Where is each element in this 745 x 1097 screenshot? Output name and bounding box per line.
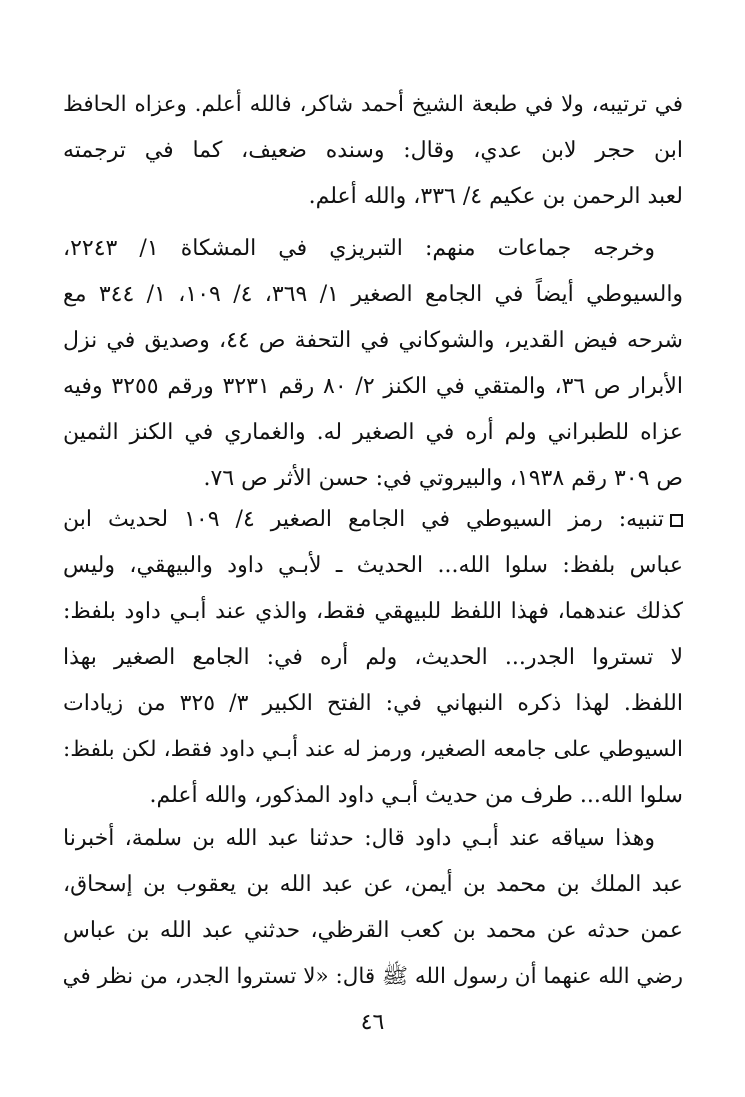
text-line: والسيوطي أيضاً في الجامع الصغير ١/ ٣٦٩، ٤/ ١٠٩، ١/ ٣٤٤ مع — [63, 282, 683, 307]
text-line: في ترتيبه، ولا في طبعة الشيخ أحمد شاكر، فالله أعلم. وعزاه الحافظ — [63, 92, 683, 117]
checkbox-icon — [670, 514, 683, 527]
text-line: اللفظ. لهذا ذكره النبهاني في: الفتح الكبير ٣/ ٣٢٥ من زيادات — [63, 691, 683, 716]
paragraph-2 — [63, 226, 683, 502]
text-line: رضي الله عنهما أن رسول الله ﷺ قال: «لا تستروا الجدر، من نظر في — [63, 964, 683, 989]
text-line: عباس بلفظ: سلوا الله... الحديث ـ لأبـي داود والبيهقي، وليس — [63, 553, 683, 578]
text-line: وهذا سياقه عند أبـي داود قال: حدثنا عبد الله بن سلمة، أخبرنا — [63, 826, 655, 851]
paragraph-3-note — [63, 497, 683, 819]
text-line: السيوطي على جامعه الصغير، ورمز له عند أبـي داود فقط، لكن بلفظ: — [63, 737, 683, 762]
text-line: عبد الملك بن محمد بن أيمن، عن عبد الله بن يعقوب بن إسحاق، — [63, 872, 683, 897]
text-line: سلوا الله... طرف من حديث أبـي داود المذكور، والله أعلم. — [149, 783, 683, 808]
text-line: لا تستروا الجدر... الحديث، ولم أره في: الجامع الصغير بهذا — [63, 645, 683, 670]
text-line: عزاه للطبراني ولم أره في الصغير له. والغماري في الكنز الثمين — [63, 420, 683, 445]
paragraph-4 — [63, 816, 683, 1000]
paragraph-1 — [63, 82, 683, 220]
text-line: شرحه فيض القدير، والشوكاني في التحفة ص ٤٤، وصديق في نزل — [63, 328, 683, 353]
text-line: الأبرار ص ٣٦، والمتقي في الكنز ٢/ ٨٠ رقم ٣٢٣١ ورقم ٣٢٥٥ وفيه — [63, 374, 683, 399]
text-line: ص ٣٠٩ رقم ١٩٣٨، والبيروتي في: حسن الأثر ص ٧٦. — [203, 466, 683, 491]
text-line: لعبد الرحمن بن عكيم ٤/ ٣٣٦، والله أعلم. — [308, 184, 683, 209]
text-line — [63, 497, 683, 543]
text-line: عمن حدثه عن محمد بن كعب القرظي، حدثني عبد الله بن عباس — [63, 918, 683, 943]
text-line: كذلك عندهما، فهذا اللفظ للبيهقي فقط، والذي عند أبـي داود بلفظ: — [63, 599, 683, 624]
text-line: وخرجه جماعات منهم: التبريزي في المشكاة ١/ ٢٢٤٣، — [63, 236, 655, 261]
text-line: ابن حجر لابن عدي، وقال: وسنده ضعيف، كما في ترجمته — [63, 138, 683, 163]
note-line-text: تنبيه: رمز السيوطي في الجامع الصغير ٤/ ١٠٩ لحديث ابن — [63, 507, 664, 532]
page-number: ٤٦ — [360, 1010, 385, 1035]
